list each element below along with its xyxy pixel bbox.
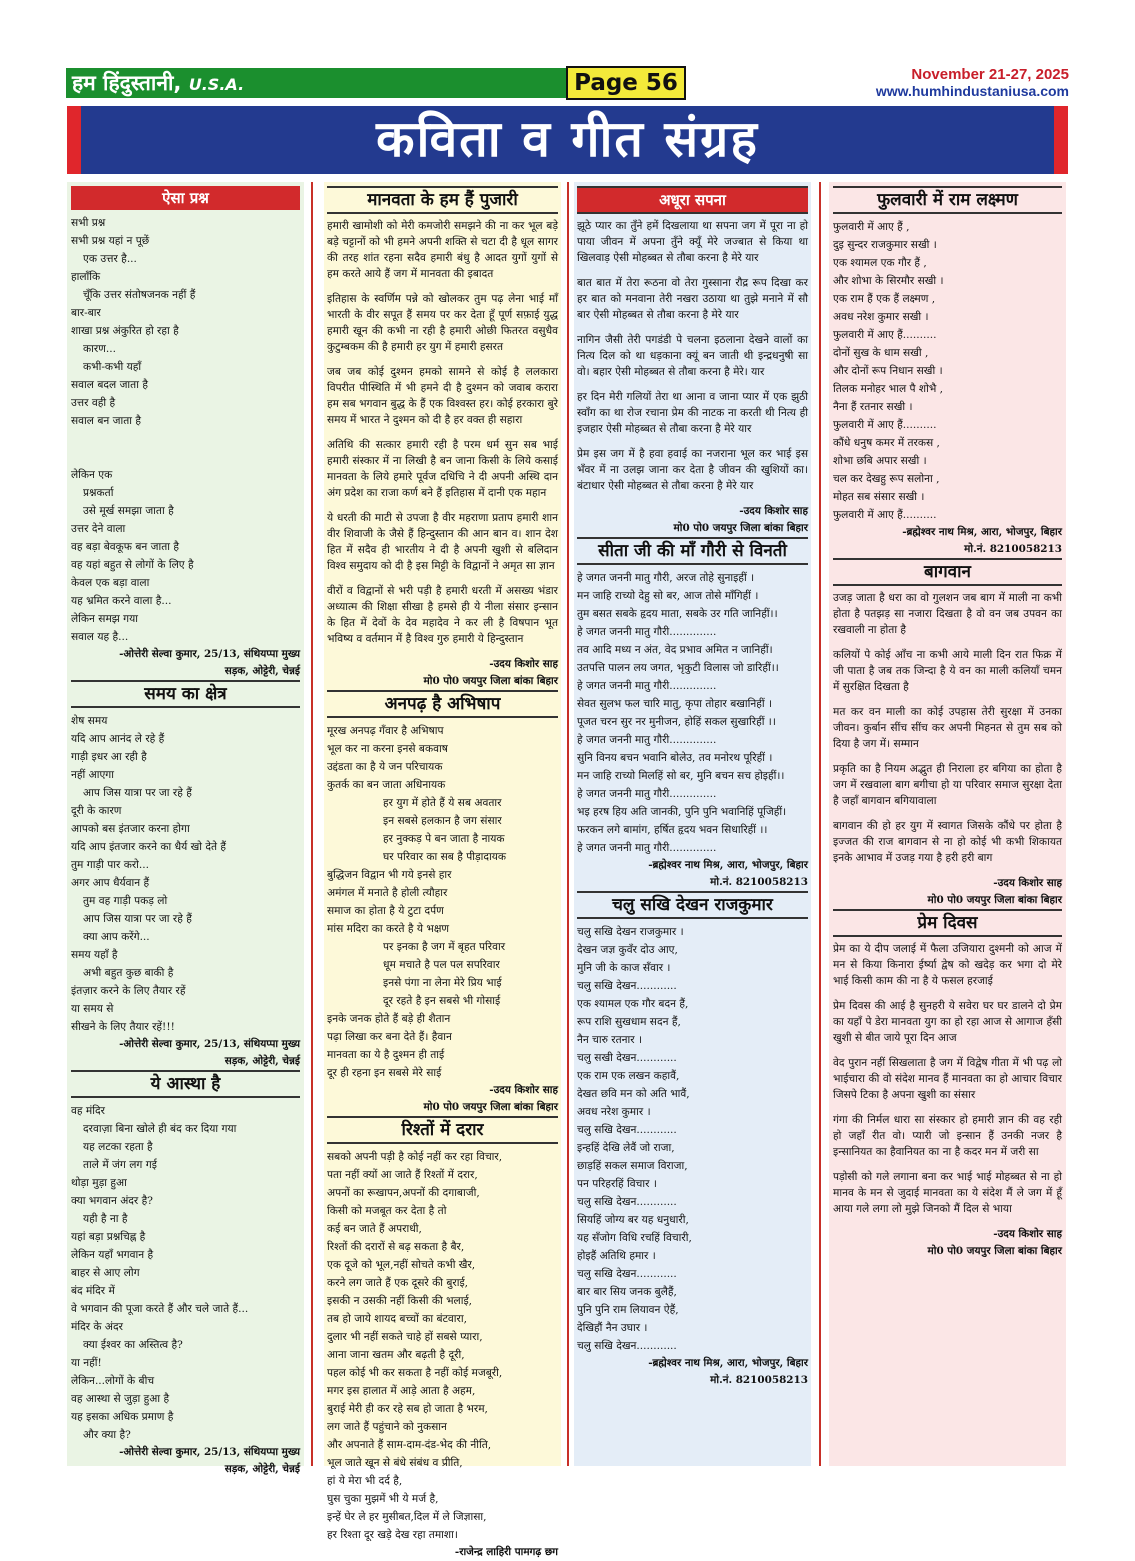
poem-author-address: मो0 पो0 जयपुर जिला बांका बिहार: [673, 522, 808, 534]
poem-line: चलु सखि देखन............: [577, 1124, 677, 1136]
poem-line: पर इनका है जग में बृहत परिवार: [383, 941, 506, 953]
poem-line: चल कर देखहु रूप सलोना ,: [833, 473, 940, 485]
poem-author: -ओत्तेरी सेल्वा कुमार, 25/13, संथियप्पा मुख्य: [119, 648, 300, 660]
poem-line: या नहीं!: [71, 1357, 102, 1369]
poem-author-address: मो0 पो0 जयपुर जिला बांका बिहार: [423, 1101, 558, 1113]
poem-line: [71, 448, 300, 466]
poem-body: [327, 218, 558, 647]
poem-stanza: उजड़ जाता है धरा का वो गुलशन जब बाग में माली ना कभी होता है पतझड़ सा नजारा दिखता है वो वन जब उपवन का रखवाली ना होता है: [833, 592, 1062, 636]
poem-line: अवध नरेश कुमार सखी ।: [833, 311, 929, 323]
poem-line: चलु सखि देखन............: [577, 1268, 677, 1280]
poem-line: इन्हहिं देखि लेवैं जो राजा,: [577, 1142, 675, 1154]
poem-line: नैन चारु रतनार ।: [577, 1034, 643, 1046]
poem-line: यदि आप आनंद ले रहे हैं: [71, 733, 165, 745]
poem-line: करने लग जाते हैं एक दूसरे की बुराई,: [327, 1277, 469, 1289]
poem-line: सभी प्रश्न यहां न पूछें: [71, 235, 150, 247]
poem-line: पहल कोई भी कर सकता है नहीं कोई मजबूरी,: [327, 1367, 503, 1379]
poem-line: कुतर्क का बन जाता अधिनायक: [327, 779, 446, 791]
poem-line: मूरख अनपढ़ गँवार है अभिषाप: [327, 725, 444, 737]
poem-line: पूजत चरन सुर नर मुनीजन, होहिं सकल सुखारिहीं ।।: [577, 716, 776, 728]
poem-body: [577, 923, 808, 1355]
poem-stanza: हमारी खामोशी को मेरी कमजोरी समझने की ना कर भूल बड़े बड़े चट्टानों को भी हमने अपनी शक्ति से चटा दी है धूल सागर की तरह शांत रहना सदैव हमारी बंधु है आदत युगों युगों से हम करते आये हैं जग में मानवता की इबादत: [327, 220, 558, 280]
poem-line: एक दूजे को भूल,नहीं सोचते कभी खैर,: [327, 1259, 476, 1271]
poem-line: इन सबसे हलकान है जग संसार: [383, 815, 502, 827]
poem-title: बागवान: [833, 558, 1062, 586]
poem-stanza: नागिन जैसी तेरी पगडंडी पे चलना इठलाना देखने वालों का नित्य दिल को था धड़काना क्यूं बन जाती थी इन्द्रधनुषी सा वो। बहार ऐसी मोहब्बत से तौबा करना है मेरे। यार: [577, 334, 808, 378]
poem-author-address: मो0 पो0 जयपुर जिला बांका बिहार: [927, 894, 1062, 906]
poem-line: कई बन जाते हैं अपराधी,: [327, 1223, 422, 1235]
poem-line: भूल जाते खून से बंधे संबंध व प्रीति,: [327, 1457, 463, 1469]
poem-author: -ओत्तेरी सेल्वा कुमार, 25/13, संथियप्पा मुख्य: [119, 1038, 300, 1050]
poem-line: हे जगत जननी मातु गौरी..............: [577, 680, 717, 692]
poem-title: मानवता के हम हैं पुजारी: [327, 186, 558, 214]
poem-line: दोनों सुख के धाम सखी ,: [833, 347, 929, 359]
poem-line: क्या ईश्वर का अस्तित्व है?: [83, 1339, 183, 1351]
poem-body: [71, 1102, 300, 1444]
poem-line: यह लटका रहता है: [83, 1141, 153, 1153]
poem-line: गाड़ी इधर आ रही है: [71, 751, 147, 763]
poem-line: आना जाना खतम और बढ़ती है दूरी,: [327, 1349, 465, 1361]
poem-line: किसी को मजबूत कर देता है तो: [327, 1205, 447, 1217]
poem-line: आपको बस इंतजार करना होगा: [71, 823, 190, 835]
poem-line: पन परिहरहिं विचार ।: [577, 1178, 657, 1190]
poem-line: लेकिन यहाँ भगवान है: [71, 1249, 154, 1261]
poem-stanza: बात बात में तेरा रूठना वो तेरा गुस्साना रौद्र रूप दिखा कर हर बात को मनवाना तेरी नखरा उठाया था तुझे मनाने में सौ बार ऐसी मोहब्बत से तौबा करना है मेरे यार: [577, 277, 808, 321]
poem-title: अधूरा सपना: [577, 186, 808, 214]
poem-line: थोड़ा मुड़ा हुआ: [71, 1177, 127, 1189]
poem-author-address: मो0 पो0 जयपुर जिला बांका बिहार: [927, 1245, 1062, 1257]
poem-line: सवाल बन जाता है: [71, 415, 142, 427]
masthead: [66, 68, 566, 98]
poem-line: उत्तर वही है: [71, 397, 116, 409]
poem-stanza: झूठे प्यार का तुँने हमें दिखलाया था सपना जग में पूरा ना हो पाया जीवन में अपना तुँने क्यूँ मेरे जज्बात से किया था खिलवाड़ ऐसी मोहब्बत से तौबा करना है मेरे यार: [577, 220, 808, 264]
poem-line: एक श्यामल एक गौर बदन हैं,: [577, 998, 689, 1010]
poem-author: -ब्रह्मेश्वर नाथ मिश्र, आरा, भोजपुर, बिहार: [648, 859, 808, 871]
poem-line: क्या आप करेंगे...: [83, 931, 150, 943]
poem-line: हालाँकि: [71, 271, 101, 283]
poem-line: चलु सखि देखन............: [577, 1196, 677, 1208]
poem-line: नैना हैं रतनार सखी ।: [833, 401, 913, 413]
poem-line: अभी बहुत कुछ बाकी है: [83, 967, 174, 979]
poem-body: [327, 722, 558, 1082]
column-2: [324, 182, 561, 1558]
poem-line: सवाल यह है...: [71, 631, 129, 643]
poem-line: उद्दंडता का है ये जन परिचायक: [327, 761, 443, 773]
poem-body: [833, 218, 1062, 524]
poem-line: रूप राशि सुखधाम सदन हैं,: [577, 1016, 681, 1028]
poem-body: [577, 218, 808, 494]
poem-line: होइहैं अतिथि हमार ।: [577, 1250, 656, 1262]
poem-stanza: इतिहास के स्वर्णिम पन्ने को खोलकर तुम पढ़ लेना भाई माँ भारती के वीर सपूत हैं समय पर कर देता हूँ पूर्ण सफ़ाई युद्ध हमारी खून की कभी ना रही है हमारी ओछी फितरत वसुधैव कुटुम्बकम की है हमारी हर युग में हमारी हसरत: [327, 293, 558, 353]
poem-line: क्या भगवान अंदर है?: [71, 1195, 153, 1207]
poem-line: यहां बड़ा प्रश्नचिह्न है: [71, 1231, 146, 1243]
poem-line: अवध नरेश कुमार ।: [577, 1106, 651, 1118]
poem-line: हे जगत जननी मातु गौरी..............: [577, 788, 717, 800]
poem-line: मंदिर के अंदर: [71, 1321, 123, 1333]
poem-stanza: वीरों व विद्वानों से भरी पड़ी है हमारी धरती में असख्य भंडार अध्यात्म की शिक्षा सीखा है हमसे ही ये नीला संसार इन्सान के हित में देवों के देव महादेव ने कर ली है विषपान भूत भविष्य व वर्तमान में है विश्व गुरु हमारी ये हिन्दुस्तान: [327, 585, 558, 645]
poem-line: समाज का होता है ये टुटा दर्पण: [327, 905, 444, 917]
poem-line: दुलार भी नहीं सकते चाहे हों सबसे प्यारा,: [327, 1331, 483, 1343]
poem-title: सीता जी की माँ गौरी से विनती: [577, 537, 808, 565]
poem-line: फरकन लगे बामांग, हर्षित हृदय भवन सिधारिहीं ।।: [577, 824, 768, 836]
poem-title: प्रेम दिवस: [833, 909, 1062, 937]
masthead-usa: U.S.A.: [188, 75, 245, 94]
poem-line: घर परिवार का सब है पीड़ादायक: [383, 851, 507, 863]
poem-line: इनके जनक होते हैं बड़े ही शैतान: [327, 1013, 451, 1025]
poem-line: हर रिश्ता दूर खड़े देख रहा तमाशा।: [327, 1529, 458, 1541]
poem-line: यही है ना है: [83, 1213, 128, 1225]
poem-stanza: गंगा की निर्मल धारा सा संस्कार हो हमारी ज्ञान की वह रही हो जहाँ रीत वो। प्यारी जो इन्सान हैं उनकी नजर है इन्सानियत का हैवानियत का ना है कदर मन में जरी सा: [833, 1114, 1062, 1158]
poem-author-phone: मो.नं. 8210058213: [964, 543, 1062, 555]
poem-line: चलु सखी देखन............: [577, 1052, 677, 1064]
poem-line: हर नुक्कड़ पे बन जाता है नायक: [383, 833, 505, 845]
poem-stanza: कलियों पे कोई आँच ना कभी आये माली दिन रात फिक्र में जी पाता है जब तक जिन्दा है ये वन का माली कलियाँ चमन में सुरक्षित दिखता है: [833, 649, 1062, 693]
poem-line: लग जाते हैं पहुंचाने को नुकसान: [327, 1421, 447, 1433]
column-4: [829, 182, 1066, 1466]
poem-title: चलु सखि देखन राजकुमार: [577, 891, 808, 919]
poem-line: सभी प्रश्न: [71, 217, 106, 229]
poem-line: बंद मंदिर में: [71, 1285, 115, 1297]
poem-line: फुलवारी में आए हैं..........: [833, 329, 937, 341]
poem-author: -ओत्तेरी सेल्वा कुमार, 25/13, संथियप्पा मुख्य: [119, 1446, 300, 1458]
poem-line: मन जाहि राच्यो देहु सो बर, आज तोसे माँगिहीं ।: [577, 590, 759, 602]
poem-author: -उदय किशोर साह: [739, 505, 808, 517]
poem-line: पता नहीं क्यों आ जाते हैं रिश्तों में दरार,: [327, 1169, 478, 1181]
poem-line: एक राम एक लखन कहावैं,: [577, 1070, 680, 1082]
website-link[interactable]: www.humhindustaniusa.com: [875, 83, 1069, 99]
poem-line: समय यहाँ है: [71, 949, 118, 961]
poem-title: फुलवारी में राम लक्ष्मण: [833, 186, 1062, 214]
poem-line: सबको अपनी पड़ी है कोई नहीं कर रहा विचार,: [327, 1151, 503, 1163]
poem-line: चलु सखि देखन............: [577, 980, 677, 992]
poem-line: देखन जज्ञ कुवँर दोउ आए,: [577, 944, 678, 956]
poem-line: सवाल बदल जाता है: [71, 379, 148, 391]
poem-line: शेष समय: [71, 715, 108, 727]
poem-author-address: सड़क, ओट्टेरी, चेन्नई: [224, 665, 300, 677]
poem-line: वह मंदिर: [71, 1105, 105, 1117]
poem-line: या समय से: [71, 1003, 114, 1015]
poem-line: आप जिस यात्रा पर जा रहे हैं: [83, 787, 192, 799]
poem-stanza: बागवान की हो हर युग में स्वागत जिसके कौंधे पर होता है इज्जत की राज बागवान से ना हो कोई भी कभी शिकायत इनके आभाव में उजड़ गया है हरी हरी बाग: [833, 820, 1062, 864]
poem-line: हां ये मेरा भी दर्द है,: [327, 1475, 403, 1487]
poem-line: पुनि पुनि राम लियावन ऐहैं,: [577, 1304, 679, 1316]
poem-line: घुस चुका मुझमें भी ये मर्ज है,: [327, 1493, 439, 1505]
poem-line: फुलवारी में आए हैं ,: [833, 221, 910, 233]
poem-line: धूम मचाते है पल पल सपरिवार: [383, 959, 500, 971]
poem-stanza: प्रेम इस जग में है हवा हवाई का नजराना भूल कर भाई इस भँवर में ना उलझ जाना कर देता है जीवन की खुशियों का। बंटाधार ऐसी मोहब्बत से तौबा करना है मेरे यार: [577, 448, 808, 492]
poem-line: यह सँजोग विधि रचहिं विचारी,: [577, 1232, 692, 1244]
poem-line: दरवाज़ा बिना खोले ही बंद कर दिया गया: [83, 1123, 237, 1135]
poem-author: -उदय किशोर साह: [489, 1084, 558, 1096]
poem-line: दूरी के कारण: [71, 805, 122, 817]
poem-line: उसे मूर्ख समझा जाता है: [83, 505, 174, 517]
poem-line: कभी-कभी यहाँ: [83, 361, 142, 373]
poem-line: लेकिन...लोगों के बीच: [71, 1375, 155, 1387]
poem-line: सेवत सुलभ फल चारि मातु, कृपा तोहार बखानिहीं ।: [577, 698, 773, 710]
poem-line: और अपनाते हैं साम-दाम-दंड-भेद की नीति,: [327, 1439, 492, 1451]
poem-line: देखिहौं नैन उघार ।: [577, 1322, 648, 1334]
poem-line: सुनि विनय बचन भवानि बोलेउ, तव मनोरथ पूरिहीं ।: [577, 752, 773, 764]
poem-line: उतपत्ति पालन लय जगत, भृकुटी विलास जो डारिहीं।।: [577, 662, 779, 674]
poem-author-address: मो0 पो0 जयपुर जिला बांका बिहार: [423, 675, 558, 687]
poem-line: एक श्यामल एक गौर हैं ,: [833, 257, 927, 269]
poem-line: लेकिन एक: [71, 469, 113, 481]
poem-author-address: सड़क, ओट्टेरी, चेन्नई: [224, 1463, 300, 1475]
poem-line: मन जाहि राच्यो मिलहिं सो बर, मुनि बचन सच होइहीं।।: [577, 770, 785, 782]
column-divider: [819, 182, 821, 1466]
poem-line: छाड़हिं सकल समाज विराजा,: [577, 1160, 688, 1172]
poem-line: चलु सखि देखन............: [577, 1340, 677, 1352]
issue-date: November 21-27, 2025: [911, 66, 1069, 83]
poem-line: शाखा प्रश्न अंकुरित हो रहा है: [71, 325, 179, 337]
poem-line: तुम वह गाड़ी पकड़ लो: [83, 895, 168, 907]
poem-stanza: अतिथि की सत्कार हमारी रही है परम धर्म सुन सब भाई हमारी संस्कार में ना लिखी है बन जाना किसी के लिये कसाई मानवता के लिये हमारे पूर्वज दधिचि ने दी अपनी अस्थि दान अंग प्रदेश का राजा कर्ण बने हैं इतिहास में दानी एक महान: [327, 439, 558, 499]
poem-stanza: प्रकृति का है नियम अद्भुत ही निराला हर बगिया का होता है जग में रखवाला बाग बगीचा हो या परिवार समाज सुरक्षा देता है जहाँ बागवान बगियावाला: [833, 763, 1062, 807]
poem-line: ताले में जंग लग गई: [83, 1159, 157, 1171]
poem-line: सीखने के लिए तैयार रहें!!!: [71, 1021, 175, 1033]
poem-author: -उदय किशोर साह: [993, 1228, 1062, 1240]
poem-title: ये आस्था है: [71, 1070, 300, 1098]
poem-line: इन्हें घेर ले हर मुसीबत,दिल में ले जिज्ञासा,: [327, 1511, 487, 1523]
poem-line: और शोभा के सिरमौर सखी ।: [833, 275, 944, 287]
poem-author: -ब्रह्मेश्वर नाथ मिश्र, आरा, भोजपुर, बिहार: [902, 526, 1062, 538]
poem-line: हे जगत जननी मातु गौरी..............: [577, 842, 717, 854]
poem-line: सियहिं जोग्य बर यह धनुधारी,: [577, 1214, 689, 1226]
poem-line: और दोनों रूप निधान सखी ।: [833, 365, 943, 377]
poem-line: कौंधे धनुष कमर में तरकस ,: [833, 437, 940, 449]
poem-line: हे जगत जननी मातु गौरी..............: [577, 626, 717, 638]
poem-stanza: मत कर वन माली का कोई उपहास तेरी सुरक्षा में उनका जीवन। कुर्बान सींच सींच कर अपनी मिहनत से तुम सब को दिया है जग में। सम्मान: [833, 706, 1062, 750]
page-number: Page 56: [566, 66, 686, 100]
poem-line: नहीं आएगा: [71, 769, 115, 781]
poem-body: [577, 569, 808, 857]
poem-line: वह बड़ा बेवकूफ बन जाता है: [71, 541, 179, 553]
poem-stanza: प्रेम दिवस की आई है सुनहरी ये सवेरा घर घर डालने दो प्रेम का यहाँ पे डेरा मानवता युग का हो रहा आज से आगाज हँसी खुशी से बीत जाये पूरा दिन आज: [833, 1000, 1062, 1044]
poem-author-address: सड़क, ओट्टेरी, चेन्नई: [224, 1055, 300, 1067]
poem-stanza: हर दिन मेरी गलियों तेरा था आना व जाना प्यार में एक झुठी स्वाँग का था रोज रचाना प्रेम की नाटक ना करती थी नित्य ही इजहार ऐसी मोहब्बत से तौबा करना है मेरे यार: [577, 391, 808, 435]
poem-line: मानवता का ये है दुश्मन ही ताई: [327, 1049, 445, 1061]
poem-line: मुनि जी के काज सँवार ।: [577, 962, 671, 974]
poem-line: तुम गाड़ी पार करो...: [71, 859, 150, 871]
poem-stanza: जब जब कोई दुश्मन हमको सामने से कोई है ललकारा विपरीत पीस्थिति में भी हमने दी है दुश्मन को जवाब करारा हम सब भगवान बुद्ध के हैं एक विश्वस्त हर। कोई हरकारा बुरे समय में भारत ने दुश्मन को दी है हर वक्त ही सहारा: [327, 366, 558, 426]
column-divider: [311, 182, 313, 1466]
poem-line: बुराई मेरी ही कर रहे सब हो जाता है भरम,: [327, 1403, 488, 1415]
poem-line: अमंगल में मनाते है होली त्यौहार: [327, 887, 448, 899]
poem-line: पढ़ा लिखा कर बना देते हैं। हैवान: [327, 1031, 452, 1043]
poem-body: [833, 590, 1062, 866]
column-1: [67, 182, 304, 1475]
poem-line: शोभा छबि अपार सखी ।: [833, 455, 927, 467]
poem-line: हे जगत जननी मातु गौरी, अरज तोहे सुनाइहीं ।: [577, 572, 755, 584]
poem-line: बार-बार: [71, 307, 101, 319]
poem-title: अनपढ़ है अभिषाप: [327, 690, 558, 718]
poem-line: मांस मदिरा का करते है ये भक्षण: [327, 923, 450, 935]
poem-line: केवल एक बड़ा वाला: [71, 577, 150, 589]
poem-line: दूर रहते है इन सबसे भी गोसाई: [383, 995, 501, 1007]
poem-body: [833, 941, 1062, 1217]
poem-line: अपनों का रूखापन,अपनों की दगाबाजी,: [327, 1187, 480, 1199]
poem-line: आप जिस यात्रा पर जा रहे हैं: [83, 913, 192, 925]
poem-line: दुइ सुन्दर राजकुमार सखी ।: [833, 239, 937, 251]
poem-line: यह इसका अधिक प्रमाण है: [71, 1411, 174, 1423]
poem-title: रिश्तों में दरार: [327, 1116, 558, 1144]
poem-line: इनसे पंगा ना लेना मेरे प्रिय भाई: [383, 977, 502, 989]
poem-body: [327, 1148, 558, 1544]
poem-line: बाहर से आए लोग: [71, 1267, 140, 1279]
poem-line: रिश्तों की दरारों से बढ़ सकता है बैर,: [327, 1241, 465, 1253]
poem-line: [71, 430, 300, 448]
poem-body: [71, 712, 300, 1036]
poem-author-phone: मो.नं. 8210058213: [710, 876, 808, 888]
section-banner: कविता व गीत संग्रह: [67, 106, 1068, 174]
poem-stanza: पड़ोसी को गले लगाना बना कर भाई भाई मोहब्बत से ना हो मानव के मन से जुदाई मानवता का ये संदेश मैं ले जग में हूँ आया गले लगा लो मुझे जिनको मैं दिल से भाया: [833, 1171, 1062, 1215]
poem-author-phone: मो.नं. 8210058213: [710, 1374, 808, 1386]
poem-line: यदि आप इंतजार करने का धैर्य खो देते हैं: [71, 841, 227, 853]
poem-line: और क्या है?: [83, 1429, 131, 1441]
poem-body: [71, 214, 300, 646]
poem-author: -उदय किशोर साह: [993, 877, 1062, 889]
poem-line: कारण...: [83, 343, 116, 355]
column-divider: [567, 182, 569, 1466]
poem-line: इंतज़ार करने के लिए तैयार रहें: [71, 985, 186, 997]
poem-author: -ब्रह्मेश्वर नाथ मिश्र, आरा, भोजपुर, बिहार: [648, 1357, 808, 1369]
poem-line: इसकी न उसकी नहीं किसी की भलाई,: [327, 1295, 473, 1307]
poem-line: वह यहां बहुत से लोगों के लिए है: [71, 559, 194, 571]
poem-stanza: वेद पुरान नहीं सिखलाता है जग में विद्वेष गीता में भी पढ़ लो भाईचारा की वो संदेश मानव हैं मानवता का हो आचार विचार जिसपे टिका है अपना खुशी का संसार: [833, 1057, 1062, 1101]
poem-line: मगर इस हालात में आड़े आता है अहम,: [327, 1385, 476, 1397]
poem-line: तब हो जाये शायद बच्चों का बंटवारा,: [327, 1313, 467, 1325]
poem-line: दूर ही रहना इन सबसे मेरे साई: [327, 1067, 442, 1079]
poem-line: यह भ्रमित करने वाला है...: [71, 595, 172, 607]
poem-line: देखत छवि मन को अति भावैं,: [577, 1088, 690, 1100]
column-3: [574, 182, 811, 1466]
poem-stanza: ये धरती की माटी से उपजा है वीर महराणा प्रताप हमारी शान वीर शिवाजी के जैसे हैं हिन्दुस्तान की आन बान व। शान देश हित में सदैव ही भारतीय ने दी है अपनी खुशी से बलिदान विश्व समुदाय को दी है इस मिट्टी के विद्वानों ने अमृत सा ज्ञान: [327, 512, 558, 572]
poem-line: अगर आप धैर्यवान हैं: [71, 877, 150, 889]
poem-title: ऐसा प्रश्न: [71, 186, 300, 210]
poem-author: -उदय किशोर साह: [489, 658, 558, 670]
poem-line: तुम बसत सबके हृदय माता, सबके उर गति जानिहीं।।: [577, 608, 778, 620]
poem-line: फुलवारी में आए हैं..........: [833, 419, 937, 431]
poem-line: एक राम हैं एक हैं लक्ष्मण ,: [833, 293, 936, 305]
poem-line: वह आस्था से जुड़ा हुआ है: [71, 1393, 170, 1405]
poem-line: हे जगत जननी मातु गौरी..............: [577, 734, 717, 746]
poem-line: बार बार सिय जनक बुलैहैं,: [577, 1286, 677, 1298]
poem-stanza: प्रेम का ये दीप जलाई में फैला उजियारा दुश्मनी को आज में मन से किया किनारा ईर्ष्या द्वेष को खदेड़ कर भगा दो मेरे भाई किसी काम की ना है ये फसल हरजाई: [833, 943, 1062, 987]
poem-line: चलु सखि देखन राजकुमार ।: [577, 926, 684, 938]
poem-line: चूँकि उत्तर संतोषजनक नहीं हैं: [83, 289, 196, 301]
poem-line: एक उत्तर है...: [83, 253, 137, 265]
poem-line: भूल कर ना करना इनसे बकवाष: [327, 743, 448, 755]
poem-line: बुद्धिजन विद्वान भी गये इनसे हार: [327, 869, 452, 881]
poem-line: तव आदि मध्य न अंत, वेद प्रभाव अमित न जानिहीं।: [577, 644, 773, 656]
poem-line: प्रश्नकर्ता: [83, 487, 114, 499]
poem-author: -राजेन्द्र लाहिरी पामगढ़ छग: [454, 1546, 558, 1558]
poem-title: समय का क्षेत्र: [71, 680, 300, 708]
poem-line: भइ हरष हिय अति जानकी, पुनि पुनि भवानिहिं पूजिहीं।: [577, 806, 787, 818]
masthead-title: हम हिंदुस्तानी,: [72, 71, 182, 95]
issue-info: [876, 66, 1069, 100]
poem-line: वे भगवान की पूजा करते हैं और चले जाते हैं...: [71, 1303, 249, 1315]
poem-line: हर युग में होते हैं ये सब अवतार: [383, 797, 502, 809]
poem-line: उत्तर देने वाला: [71, 523, 126, 535]
poem-line: तिलक मनोहर भाल पै शोभै ,: [833, 383, 944, 395]
poem-line: लेकिन समझ गया: [71, 613, 139, 625]
poem-line: मोहत सब संसार सखी ।: [833, 491, 925, 503]
poem-line: फुलवारी में आए हैं..........: [833, 509, 937, 521]
